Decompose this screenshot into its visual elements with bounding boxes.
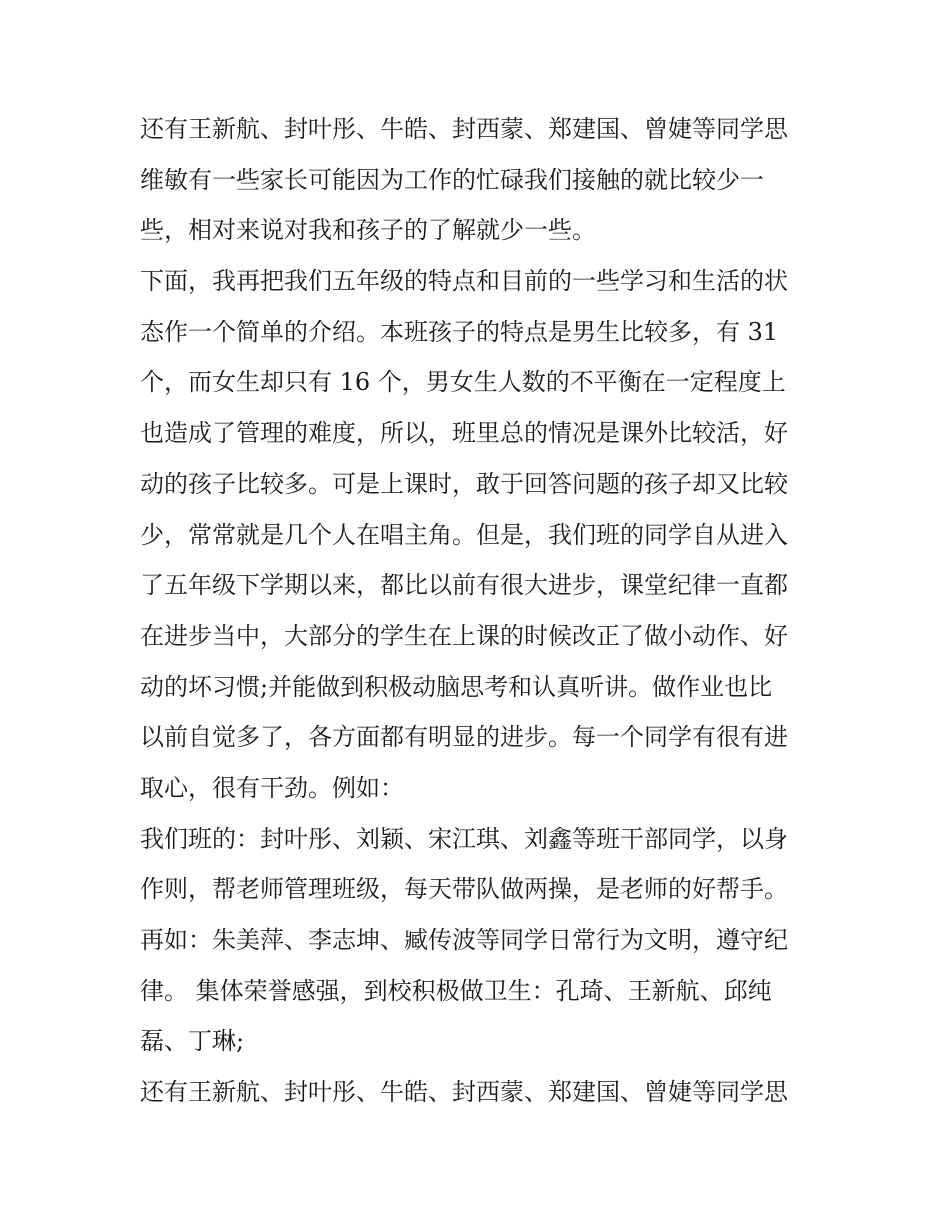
document-body: [140, 104, 820, 1118]
text-line: 态作一个简单的介绍。本班孩子的特点是男生比较多，有 31: [140, 317, 779, 346]
text-line: 以前自觉多了，各方面都有明显的进步。每一个同学有很有进: [140, 723, 788, 752]
text-line: 也造成了管理的难度，所以，班里总的情况是课外比较活，好: [140, 419, 788, 448]
text-line: 还有王新航、封叶彤、牛皓、封西蒙、郑建国、曾婕等同学思: [140, 1078, 788, 1107]
text-line: 再如：朱美萍、李志坤、臧传波等同学日常行为文明，遵守纪: [140, 926, 788, 954]
text-line: 维敏有一些家长可能因为工作的忙碌我们接触的就比较少一: [140, 165, 764, 194]
text-line: 磊、丁琳;: [140, 1027, 245, 1056]
text-line: 在进步当中，大部分的学生在上课的时候改正了做小动作、好: [140, 621, 788, 650]
text-line: 作则，帮老师管理班级，每天带队做两操，是老师的好帮手。: [140, 875, 788, 904]
text-line: 少，常常就是几个人在唱主角。但是，我们班的同学自从进入: [140, 520, 788, 549]
text-line: 律。 集体荣誉感强，到校积极做卫生：孔琦、王新航、邱纯: [140, 976, 772, 1005]
text-line: 些，相对来说对我和孩子的了解就少一些。: [140, 216, 596, 245]
text-line: 我们班的：封叶彤、刘颖、宋江琪、刘鑫等班干部同学，以身: [140, 824, 788, 853]
text-line: 取心，很有干劲。例如：: [140, 773, 404, 802]
text-line: 动的坏习惯;并能做到积极动脑思考和认真听讲。做作业也比: [140, 672, 773, 701]
text-line: 动的孩子比较多。可是上课时，敢于回答问题的孩子却又比较: [140, 469, 788, 498]
text-line: 个，而女生却只有 16 个，男女生人数的不平衡在一定程度上: [140, 368, 786, 397]
text-line: 还有王新航、封叶彤、牛皓、封西蒙、郑建国、曾婕等同学思: [140, 115, 788, 143]
text-line: 了五年级下学期以来，都比以前有很大进步，课堂纪律一直都: [140, 571, 788, 600]
text-line: 下面，我再把我们五年级的特点和目前的一些学习和生活的状: [140, 267, 788, 296]
